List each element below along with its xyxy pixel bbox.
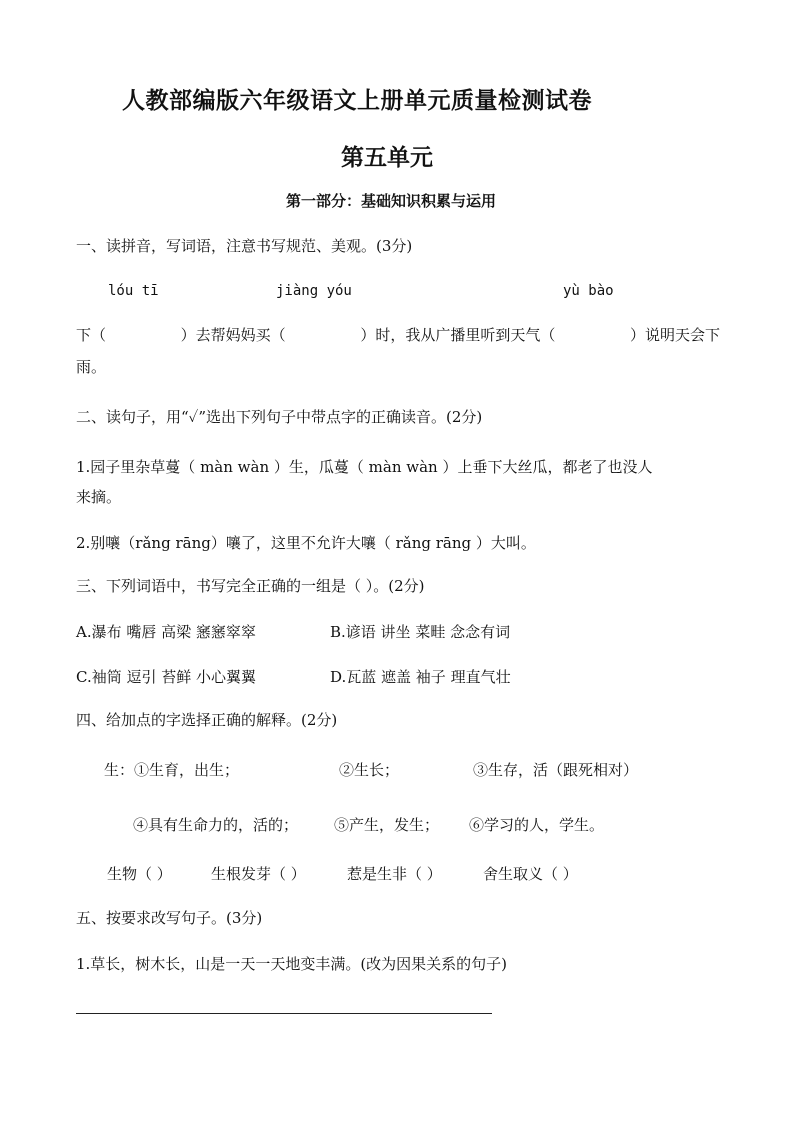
q1-pinyin-3: yù bào	[563, 283, 614, 299]
q1-pinyin-1: lóu tī	[108, 283, 159, 299]
q5-item-1: 1.草长，树木长，山是一天一天地变丰满。(改为因果关系的句子)	[76, 955, 508, 973]
q4-def-5: ⑤产生，发生；	[334, 816, 440, 834]
unit-title: 第五单元	[341, 144, 433, 171]
q2-item-1: 1.园子里杂草蔓（ màn wàn ）生，瓜蔓（ màn wàn ）上垂下大丝瓜，都老了也没人	[76, 458, 653, 476]
exam-title: 人教部编版六年级语文上册单元质量检测试卷	[122, 87, 592, 114]
q3-option-c: C.袖筒 逗引 苔鲜 小心翼翼	[76, 668, 257, 686]
q1-pinyin-2: jiàng yóu	[276, 283, 352, 299]
q3-heading: 三、下列词语中，书写完全正确的一组是（ ）。(2分)	[76, 577, 425, 595]
q1-sentence-part: ）去帮妈妈买（	[180, 326, 286, 344]
q2-item-2: 2.别嚷（rǎng rāng）嚷了，这里不允许大嚷（ rǎng rāng ）大叫。	[76, 534, 536, 552]
q4-word: 生物（ ）	[107, 865, 172, 883]
q1-heading: 一、读拼音，写词语，注意书写规范、美观。(3分)	[76, 237, 413, 255]
q1-sentence-part: ）时，我从广播里听到天气（	[360, 326, 556, 344]
answer-line	[76, 1013, 492, 1014]
q4-word: 惹是生非（ ）	[347, 865, 442, 883]
q4-word: 舍生取义（ ）	[483, 865, 578, 883]
q4-def-6: ⑥学习的人，学生。	[469, 816, 605, 834]
q1-sentence-end: 雨。	[76, 358, 107, 376]
q4-label: 生：	[104, 761, 135, 779]
q4-def-3: ③生存，活（跟死相对）	[473, 761, 639, 779]
q1-sentence-part: 下（	[76, 326, 107, 344]
q4-def-1: ①生育，出生；	[134, 761, 240, 779]
q1-sentence	[76, 324, 720, 345]
q1-sentence-part: ）说明天会下	[629, 326, 720, 344]
q2-item-1-cont: 来摘。	[76, 488, 122, 506]
q3-option-a: A.瀑布 嘴唇 高梁 窸窸窣窣	[76, 623, 256, 641]
q4-word: 生根发芽（ ）	[211, 865, 306, 883]
q2-heading: 二、读句子，用“✓”选出下列句子中带点字的正确读音。(2分)	[76, 408, 483, 426]
q4-def-4: ④具有生命力的，活的；	[133, 816, 299, 834]
q3-option-d: D.瓦蓝 遮盖 袖子 理直气壮	[330, 668, 511, 686]
q4-def-2: ②生长；	[339, 761, 400, 779]
q4-heading: 四、给加点的字选择正确的解释。(2分)	[76, 711, 338, 729]
q5-heading: 五、按要求改写句子。(3分)	[76, 909, 263, 927]
part-heading: 第一部分：基础知识积累与运用	[286, 192, 497, 210]
q3-option-b: B.谚语 讲坐 菜畦 念念有词	[330, 623, 511, 641]
